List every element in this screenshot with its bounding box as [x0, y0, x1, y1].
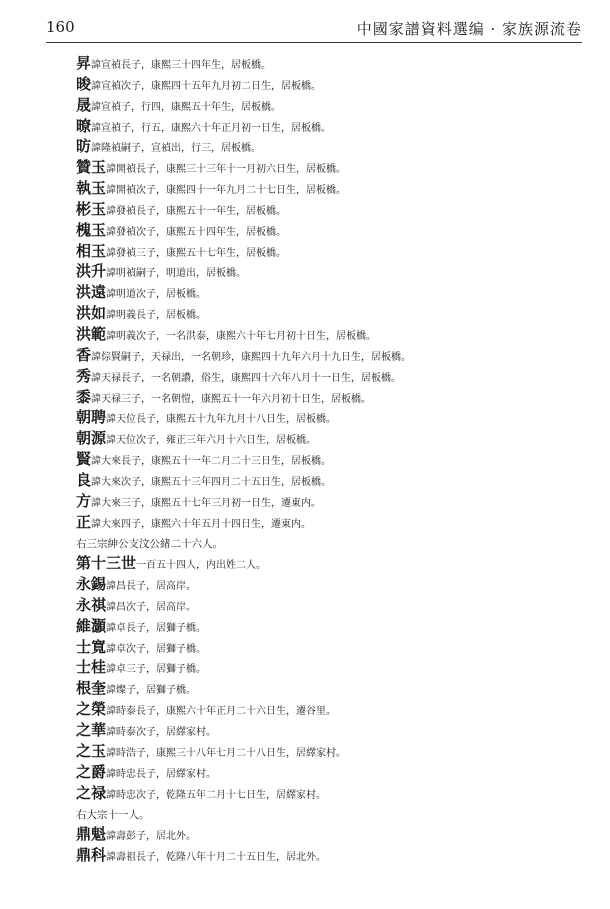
genealogy-entry [76, 783, 586, 804]
genealogy-entry [76, 470, 586, 491]
genealogy-entry [76, 678, 586, 699]
entry-detail: 諱隆禎嗣子，宣禎出，行三，居板橋。 [91, 143, 262, 155]
entry-detail: 諱天禄長子，一名朝讚，俗生，康熙四十六年八月十一日生，居板橋。 [91, 372, 402, 384]
person-name: 槐玉 [76, 220, 107, 239]
genealogy-entry [76, 824, 586, 845]
genealogy-entry [76, 199, 586, 220]
genealogy-entry [76, 595, 586, 616]
person-name: 維灝 [76, 616, 107, 635]
entry-detail: 諱大來三子，康熙五十七年三月初一日生，遷東内。 [91, 497, 322, 509]
person-name: 之玉 [76, 741, 107, 760]
person-name: 方 [76, 491, 92, 510]
entry-detail: 諱時泰次子，居繹家村。 [106, 727, 217, 738]
page-header [46, 18, 582, 42]
person-name: 朝聘 [76, 408, 107, 427]
genealogy-entry [76, 637, 586, 658]
person-name: 洪升 [76, 262, 107, 281]
genealogy-entry [76, 116, 586, 137]
entry-detail: 諱宣禎子，行五，康熙六十年正月初一日生，居板橋。 [91, 122, 332, 134]
entry-detail: 諱宣禎次子，康熙四十五年九月初二日生，居板橋。 [91, 80, 322, 92]
person-name: 之榮 [76, 700, 107, 719]
book-title: 中國家譜資料選编 · 家族源流卷 [356, 20, 582, 38]
person-name: 洪如 [76, 304, 107, 323]
entry-detail: 諱宣禎子，行四，康熙五十年生，居板橋。 [91, 101, 282, 113]
genealogy-entry [76, 282, 586, 303]
entry-detail: 諱倧賢嗣子，天禄出，一名朝珍，康熙四十九年六月十九日生，居板橋。 [91, 351, 412, 363]
person-name: 第十三世 [76, 554, 137, 573]
person-name: 正 [76, 512, 92, 531]
person-name: 秀 [76, 366, 92, 385]
person-name: 根奎 [76, 679, 107, 698]
genealogy-entry [76, 74, 586, 95]
entry-detail: 諱開禎次子，康熙四十一年九月二十七日生，居板橋。 [106, 185, 347, 197]
person-name: 昉 [76, 137, 92, 156]
entry-detail: 諱卓長子，居獅子橋。 [106, 622, 207, 634]
person-name: 洪範 [76, 324, 107, 343]
person-name: 洪遠 [76, 283, 107, 302]
entry-detail: 諱大來四子，康熙六十年五月十四日生，遷東内。 [91, 518, 312, 530]
person-name: 永錫 [76, 575, 107, 594]
genealogy-entry [76, 53, 586, 74]
person-name: 相玉 [76, 241, 107, 260]
person-name: 鼎科 [76, 846, 107, 865]
genealogy-entry [76, 220, 586, 241]
person-name: 暸 [76, 116, 92, 135]
genealogy-entry [76, 574, 586, 595]
entry-detail: 諱燦子，居獅子橋。 [106, 685, 197, 697]
entry-detail: 諱發禎三子，康熙五十七年生，居板橋。 [106, 247, 287, 259]
person-name: 晙 [76, 74, 92, 93]
entry-detail: 諱卓三子，居獅子橋。 [106, 664, 207, 676]
person-name: 昇 [76, 54, 92, 72]
entry-detail: 諱卓次子，居獅子橋。 [106, 643, 207, 655]
page-number: 160 [46, 18, 75, 36]
entry-detail: 諱時忠次子，乾隆五年二月十七日生，居繹家村。 [106, 789, 327, 801]
entry-detail: 一百五十四人，内出姓二人。 [136, 560, 267, 572]
genealogy-entry [76, 324, 586, 345]
entry-detail: 諱明義長子，居板橋。 [106, 310, 207, 322]
genealogy-entry [76, 387, 586, 408]
person-name: 贊玉 [76, 158, 107, 177]
summary-line [76, 532, 586, 553]
person-name: 永祺 [76, 595, 107, 614]
entry-detail: 諱宣禎長子，康熙三十四年生，居板橋。 [91, 60, 272, 71]
person-name: 鼎魁 [76, 825, 107, 844]
header-rule [46, 42, 582, 43]
entry-detail: 諱開禎長子，康熙三十三年十一月初六日生，居板橋。 [106, 164, 347, 176]
genealogy-entry [76, 157, 586, 178]
entry-detail: 諱昌次子，居高岸。 [106, 601, 197, 613]
entry-detail: 諱明道次子，居板橋。 [106, 289, 207, 301]
genealogy-entry [76, 512, 586, 533]
person-name: 士寬 [76, 637, 107, 656]
entry-detail: 諱大來次子，康熙五十三年四月二十五日生，居板橋。 [91, 476, 332, 488]
genealogy-entry [76, 491, 586, 512]
genealogy-entry [76, 136, 586, 157]
genealogy-entry [76, 657, 586, 678]
entry-detail: 諱發禎長子，康熙五十一年生，居板橋。 [106, 205, 287, 217]
entry-detail: 諱時泰長子，康熙六十年正月二十六日生，遷谷里。 [106, 706, 337, 718]
genealogy-entries [76, 53, 586, 866]
person-name: 之華 [76, 721, 107, 739]
person-name: 晟 [76, 95, 92, 114]
person-name: 香 [76, 345, 92, 364]
person-name: 之爵 [76, 762, 107, 781]
genealogy-entry [76, 428, 586, 449]
genealogy-entry [76, 366, 586, 387]
genealogy-entry [76, 762, 586, 783]
entry-detail: 諱壽祖長子，乾隆八年十月二十五日生，居北外。 [106, 852, 327, 864]
person-name: 彬玉 [76, 199, 107, 218]
entry-detail: 諱天禄三子，一名朝愷，康熙五十一年六月初十日生，居板橋。 [91, 393, 372, 405]
genealogy-entry [76, 345, 586, 366]
entry-detail: 諱明義次子，一名洪泰，康熙六十年七月初十日生，居板橋。 [106, 330, 377, 342]
genealogy-entry [76, 699, 586, 720]
entry-detail: 右大宗十一人。 [76, 809, 150, 822]
person-name: 賢 [76, 450, 92, 469]
genealogy-entry [76, 407, 586, 428]
genealogy-entry [76, 261, 586, 282]
entry-detail: 右三宗紳公支汶公緒二十六人。 [76, 538, 223, 551]
entry-detail: 諱壽彭子，居北外。 [106, 831, 197, 843]
person-name: 良 [76, 470, 92, 489]
entry-detail: 諱天位長子，康熙五十九年九月十八日生，居板橋。 [106, 414, 337, 426]
entry-detail: 諱大來長子，康熙五十一年二月二十三日生，居板橋。 [91, 456, 332, 468]
entry-detail: 諱明禎嗣子，明道出，居板橋。 [106, 268, 247, 280]
genealogy-entry [76, 720, 586, 741]
genealogy-entry [76, 241, 586, 262]
person-name: 士桂 [76, 658, 107, 677]
genealogy-entry [76, 178, 586, 199]
genealogy-entry [76, 845, 586, 866]
genealogy-entry [76, 449, 586, 470]
genealogy-entry [76, 303, 586, 324]
entry-detail: 諱時浩子，康熙三十八年七月二十八日生，居繹家村。 [106, 747, 347, 759]
summary-line [76, 803, 586, 824]
genealogy-entry [76, 616, 586, 637]
entry-detail: 諱昌長子，居高岸。 [106, 581, 197, 593]
genealogy-entry [76, 741, 586, 762]
genealogy-entry [76, 95, 586, 116]
entry-detail: 諱時忠長子，居繹家村。 [106, 768, 217, 780]
person-name: 朝源 [76, 429, 107, 448]
entry-detail: 諱發禎次子，康熙五十四年生，居板橋。 [106, 226, 287, 238]
person-name: 黍 [76, 387, 92, 406]
generation-heading [76, 553, 586, 574]
entry-detail: 諱天位次子，雍正三年六月十六日生，居板橋。 [106, 435, 317, 447]
person-name: 之禄 [76, 783, 107, 802]
person-name: 執玉 [76, 179, 107, 198]
